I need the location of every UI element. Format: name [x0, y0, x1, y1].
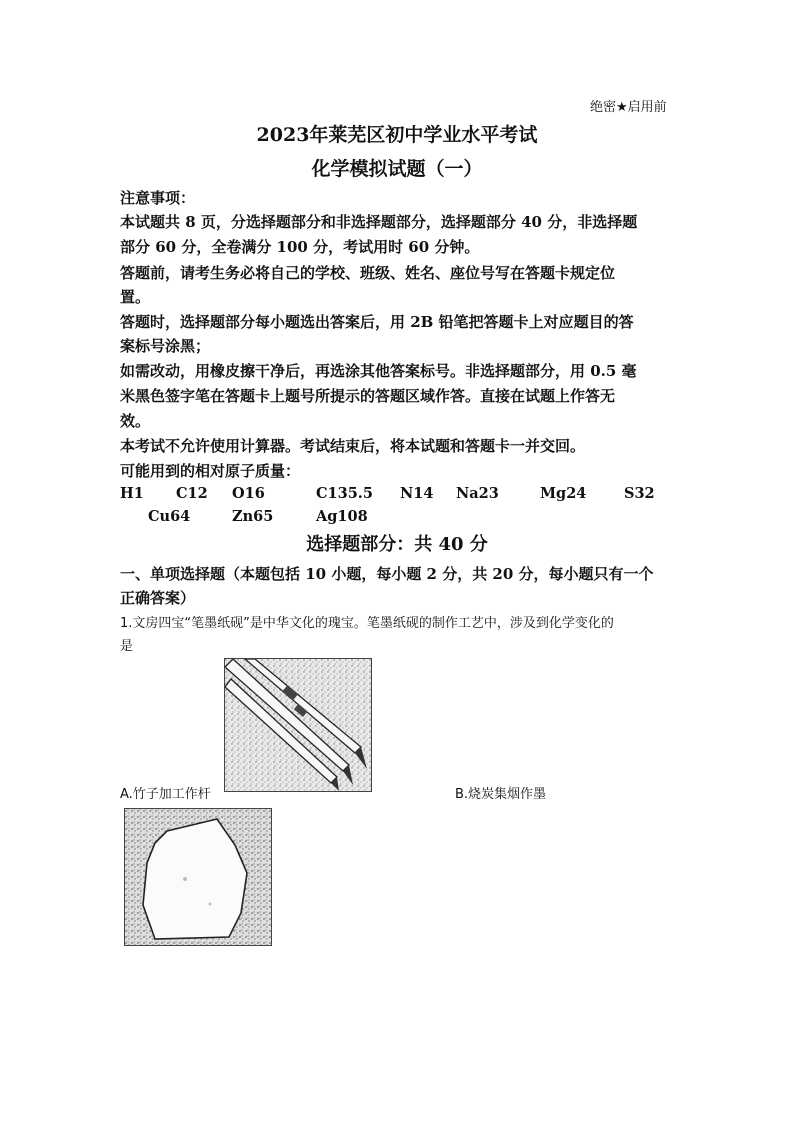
- secret-mark: 绝密★启用前: [590, 100, 667, 115]
- exam-title: 2023年莱芜区初中学业水平考试: [256, 124, 538, 146]
- atomic-mass-item: O16: [232, 485, 265, 502]
- notice-line: 置。: [120, 288, 151, 306]
- atomic-mass-item: N14: [400, 485, 434, 502]
- option-b-label: B.烧炭集烟作墨: [455, 787, 547, 802]
- notice-line: 米黑色签字笔在答题卡上题号所提示的答题区域作答。直接在试题上作答无: [120, 387, 616, 405]
- notice-line: 可能用到的相对原子质量：: [120, 462, 301, 480]
- atomic-mass-item: H1: [120, 485, 144, 502]
- atomic-mass-item: Cu64: [148, 508, 191, 525]
- exam-subtitle: 化学模拟试题（一）: [311, 158, 483, 180]
- question-stem: 是: [120, 639, 134, 654]
- inkstone-image: [124, 808, 272, 946]
- notice-line: 部分 60 分，全卷满分 100 分，考试用时 60 分钟。: [120, 238, 480, 256]
- notice-line: 效。: [120, 412, 151, 430]
- atomic-mass-item: C135.5: [316, 485, 373, 502]
- part-heading: 一、单项选择题（本题包括 10 小题，每小题 2 分，共 20 分，每小题只有一个: [120, 565, 654, 583]
- section-title: 选择题部分：共 40 分: [306, 534, 488, 555]
- notice-line: 本试题共 8 页，分选择题部分和非选择题部分，选择题部分 40 分，非选择题: [120, 213, 638, 231]
- notice-line: 案标号涂黑；: [120, 337, 211, 355]
- atomic-mass-item: Zn65: [232, 508, 274, 525]
- notice-line: 答题时，选择题部分每小题选出答案后，用 2B 铅笔把答题卡上对应题目的答: [120, 313, 634, 331]
- notice-line: 答题前，请考生务必将自己的学校、班级、姓名、座位号写在答题卡规定位: [120, 264, 616, 282]
- atomic-mass-item: Mg24: [540, 485, 587, 502]
- atomic-mass-item: C12: [176, 485, 208, 502]
- part-heading: 正确答案）: [120, 589, 196, 607]
- notice-line: 本考试不允许使用计算器。考试结束后，将本试题和答题卡一并交回。: [120, 437, 586, 455]
- option-a-label: A.竹子加工作杆: [120, 787, 211, 802]
- question-stem: 1.文房四宝“笔墨纸砚”是中华文化的瑰宝。笔墨纸砚的制作工艺中，涉及到化学变化的: [120, 616, 614, 631]
- notice-line: 如需改动，用橡皮擦干净后，再选涂其他答案标号。非选择题部分，用 0.5 毫: [120, 362, 637, 380]
- atomic-mass-item: Ag108: [316, 508, 368, 525]
- atomic-mass-item: Na23: [456, 485, 499, 502]
- notice-heading: 注意事项：: [120, 189, 196, 207]
- atomic-mass-item: S32: [624, 485, 655, 502]
- brush-image: [224, 658, 372, 792]
